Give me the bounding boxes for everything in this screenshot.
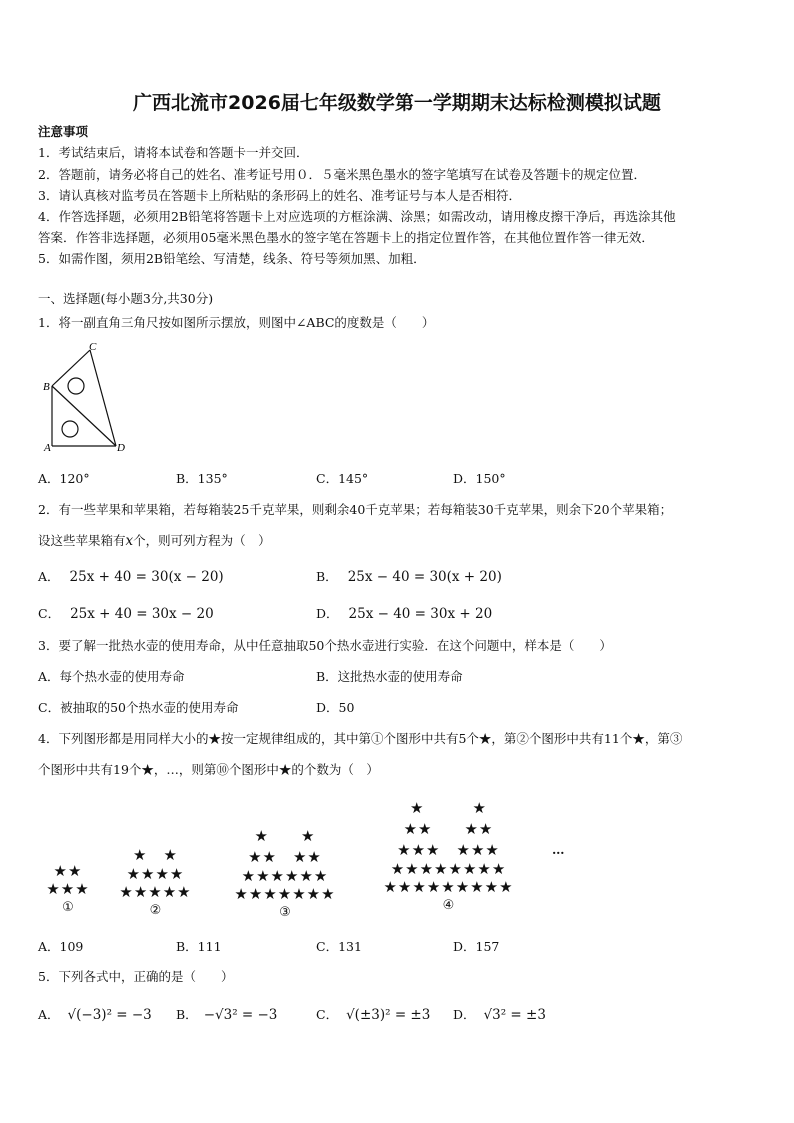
edge-bd [52, 386, 116, 446]
label-c: C [89, 341, 97, 353]
q4-option-d[interactable]: D．157 [453, 939, 500, 954]
triangle-hole-upper [68, 378, 84, 394]
q3-option-a[interactable]: A．每个热水壶的使用寿命 [38, 669, 185, 684]
q5-option-c[interactable] [316, 1005, 430, 1023]
figure-label: ② [149, 903, 162, 918]
q1-option-c[interactable]: C．145° [316, 471, 369, 486]
option-label: D． [453, 1007, 476, 1022]
q2-stem-line1: 2．有一些苹果和苹果箱，若每箱装25千克苹果，则剩余40千克苹果；若每箱装30千克苹果，则余下20个苹果箱； [38, 502, 673, 517]
triangle-hole-lower [62, 421, 78, 437]
q1-figure [36, 338, 136, 458]
q1-option-b[interactable]: B．135° [176, 471, 228, 486]
q2-option-d[interactable] [316, 604, 492, 622]
q4-stem-line1: 4．下列图形都是用同样大小的★按一定规律组成的，其中第①个图形中共有5个★，第②个图形中共有11个★，第③ [38, 731, 683, 746]
star-row: ★ ★ [410, 799, 487, 817]
option-equation: 25x − 40 = 30(x + 20) [347, 569, 502, 585]
notice-heading: 注意事项 [38, 124, 89, 139]
option-equation: 25x + 40 = 30(x − 20) [69, 569, 224, 585]
edge-cd [90, 350, 116, 446]
q4-option-c[interactable]: C．131 [316, 939, 362, 954]
notice-item-4-cont: 答案．作答非选择题，必须用05毫米黑色墨水的签字笔在答题卡上的指定位置作答，在其他位置作答一律无效． [38, 230, 654, 245]
page-title: 广西北流市2026届七年级数学第一学期期末达标检测模拟试题 [133, 92, 661, 114]
q4-ellipsis: … [552, 842, 565, 857]
figure-label: ④ [442, 898, 455, 913]
q5-stem: 5．下列各式中，正确的是（ ） [38, 969, 234, 984]
q1-stem: 1．将一副直角三角尺按如图所示摆放，则图中∠ABC的度数是（ ） [38, 315, 435, 330]
notice-item-2: 2．答题前，请务必将自己的姓名、准考证号用０．５毫米黑色墨水的签字笔填写在试卷及答题卡的规定位置． [38, 167, 646, 182]
q3-option-c[interactable]: C．被抽取的50个热水壶的使用寿命 [38, 700, 239, 715]
star-row: ★★★★★★★ [234, 885, 336, 903]
q2-stem-end: 个，则可列方程为（ ） [133, 533, 271, 548]
option-equation: √3² = ±3 [483, 1007, 546, 1023]
q5-option-b[interactable] [176, 1005, 277, 1023]
q1-option-a[interactable]: A．120° [38, 471, 90, 486]
q2-stem-text: 设这些苹果箱有 [38, 533, 126, 548]
q2-option-c[interactable] [38, 604, 214, 622]
q2-stem-line2 [38, 531, 271, 549]
option-equation: √(±3)² = ±3 [346, 1007, 431, 1023]
star-row: ★★★ [46, 880, 90, 898]
q4-option-a[interactable]: A．109 [38, 939, 84, 954]
q4-figure-4 [356, 797, 541, 913]
star-row: ★★ ★★ [248, 848, 322, 866]
q2-var: x [125, 533, 134, 549]
figure-label: ③ [279, 905, 291, 920]
star-row: ★★ ★★ [403, 820, 494, 838]
section-heading: 一、选择题(每小题3分,共30分) [38, 291, 214, 306]
q2-option-a[interactable] [38, 567, 224, 585]
edge-bc [52, 350, 90, 386]
notice-item-1: 1．考试结束后，请将本试卷和答题卡一并交回． [38, 145, 309, 160]
option-label: A． [38, 569, 60, 584]
figure-label: ① [62, 900, 74, 915]
q2-option-b[interactable] [316, 567, 502, 585]
star-row: ★ ★ [254, 827, 316, 845]
notice-item-4: 4．作答选择题，必须用2B铅笔将答题卡上对应选项的方框涂满、涂黑；如需改动，请用橡皮擦干净后，再选涂其他 [38, 209, 676, 224]
notice-item-5: 5．如需作图，须用2B铅笔绘、写清楚，线条、符号等须加黑、加粗． [38, 251, 426, 266]
option-label: A． [38, 1007, 60, 1022]
q4-figure-3 [215, 825, 355, 920]
star-row: ★★★★★★★★★ [383, 878, 514, 896]
star-row: ★★★★★★ [241, 867, 329, 885]
option-equation: 25x − 40 = 30x + 20 [348, 606, 493, 622]
q4-figure-1 [40, 862, 96, 915]
star-row: ★ ★ [133, 846, 178, 864]
option-label: B． [316, 569, 338, 584]
q4-stem-line2: 个图形中共有19个★，…，则第⑩个图形中★的个数为（ ） [38, 762, 379, 777]
label-a: A [44, 442, 51, 454]
star-row: ★★★★★ [119, 883, 192, 901]
star-row: ★★★★★★★★ [390, 860, 507, 878]
label-d: D [117, 442, 125, 454]
q3-option-b[interactable]: B．这批热水壶的使用寿命 [316, 669, 463, 684]
q3-option-d[interactable]: D．50 [316, 700, 355, 715]
star-row: ★★ [53, 862, 83, 880]
q4-option-b[interactable]: B．111 [176, 939, 222, 954]
q3-stem: 3．要了解一批热水壶的使用寿命，从中任意抽取50个热水壶进行实验．在这个问题中，样本是（ ） [38, 638, 612, 653]
star-row: ★★★★ [126, 865, 185, 883]
option-equation: √(−3)² = −3 [67, 1007, 152, 1023]
q1-option-d[interactable]: D．150° [453, 471, 506, 486]
q4-figure-2 [108, 844, 203, 918]
option-label: D． [316, 606, 339, 621]
q5-option-d[interactable] [453, 1005, 546, 1023]
option-label: C． [316, 1007, 339, 1022]
option-label: C． [38, 606, 61, 621]
q5-option-a[interactable] [38, 1005, 152, 1023]
option-equation: 25x + 40 = 30x − 20 [70, 606, 214, 622]
option-equation: −√3² = −3 [203, 1007, 278, 1023]
label-b: B [43, 381, 50, 393]
star-row: ★★★ ★★★ [397, 841, 500, 859]
notice-item-3: 3．请认真核对监考员在答题卡上所粘贴的条形码上的姓名、准考证号与本人是否相符． [38, 188, 521, 203]
option-label: B． [176, 1007, 198, 1022]
